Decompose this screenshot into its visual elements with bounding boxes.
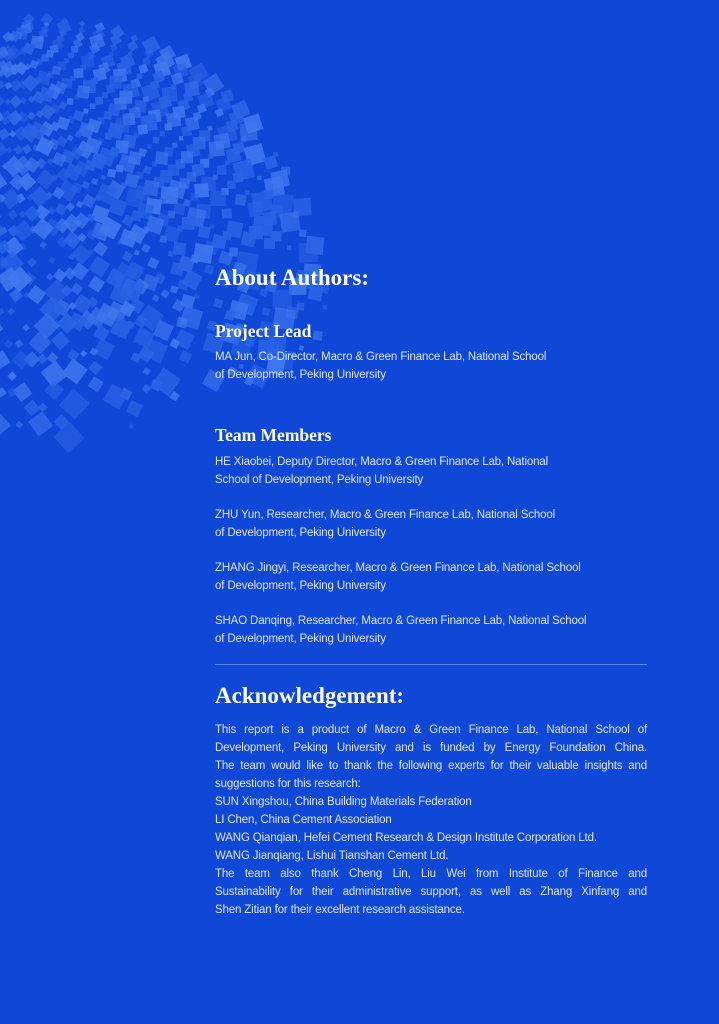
decorative-square	[12, 350, 31, 369]
team-member-line: School of Development, Peking University	[215, 474, 424, 486]
decorative-square	[234, 194, 246, 206]
decorative-square	[160, 235, 168, 243]
decorative-square	[23, 324, 30, 331]
decorative-square	[27, 285, 46, 304]
decorative-square	[182, 217, 195, 230]
decorative-square	[142, 57, 151, 66]
decorative-square	[80, 350, 87, 357]
decorative-square	[143, 367, 151, 375]
decorative-square	[105, 133, 112, 140]
decorative-square	[204, 264, 215, 275]
ack-line: Sustainability for their administrative support, as well as Zhang Xinfang and	[215, 886, 647, 898]
decorative-square	[323, 305, 327, 309]
decorative-square	[147, 257, 159, 269]
decorative-square	[172, 142, 178, 148]
ack-line: Development, Peking University and is funded by Energy Foundation China.	[215, 742, 647, 754]
decorative-square	[44, 380, 64, 400]
acknowledgement-body	[215, 721, 647, 919]
decorative-square	[116, 164, 124, 172]
team-member-entry	[215, 506, 555, 542]
decorative-square	[53, 422, 84, 453]
decorative-square	[225, 160, 230, 165]
project-lead-line: MA Jun, Co-Director, Macro & Green Finance Lab, National School	[215, 351, 547, 363]
decorative-square	[62, 359, 88, 385]
decorative-square	[79, 21, 85, 27]
decorative-square	[53, 269, 67, 283]
decorative-square	[71, 46, 78, 53]
ack-line: WANG Jianqiang, Lishui Tianshan Cement Ltd.	[215, 850, 449, 862]
decorative-square	[78, 27, 85, 34]
decorative-square	[0, 308, 5, 315]
decorative-square	[27, 257, 37, 267]
decorative-square	[208, 153, 214, 159]
decorative-square	[0, 350, 10, 370]
decorative-square	[207, 126, 212, 131]
decorative-square	[130, 34, 138, 42]
decorative-square	[0, 173, 7, 190]
decorative-square	[247, 201, 263, 217]
decorative-square	[55, 203, 68, 216]
decorative-square	[152, 294, 159, 301]
decorative-square	[197, 225, 211, 239]
decorative-square	[160, 131, 165, 136]
decorative-square	[216, 165, 226, 175]
decorative-square	[191, 193, 199, 201]
acknowledgement-title: Acknowledgement:	[215, 683, 405, 708]
decorative-square	[122, 251, 133, 262]
decorative-square	[0, 319, 3, 336]
decorative-square	[71, 283, 84, 296]
about-authors-title: About Authors:	[215, 265, 370, 290]
decorative-square	[0, 96, 5, 106]
decorative-square	[22, 144, 32, 154]
decorative-square	[128, 423, 134, 429]
decorative-square	[0, 412, 11, 438]
decorative-square	[15, 340, 24, 349]
decorative-square	[4, 98, 11, 105]
decorative-square	[164, 123, 172, 131]
ack-line: LI Chen, China Cement Association	[215, 814, 392, 826]
decorative-square	[51, 331, 70, 350]
decorative-square	[287, 245, 292, 250]
decorative-square	[181, 126, 192, 137]
decorative-square	[257, 176, 261, 180]
decorative-square	[9, 288, 23, 302]
decorative-square	[67, 135, 74, 142]
project-lead-line: of Development, Peking University	[215, 369, 386, 381]
project-lead-heading: Project Lead	[215, 321, 312, 341]
decorative-square	[227, 180, 236, 189]
decorative-square	[66, 202, 75, 211]
decorative-square	[173, 242, 187, 256]
decorative-square	[13, 145, 23, 155]
decorative-square	[126, 400, 143, 417]
decorative-square	[263, 155, 278, 170]
decorative-square	[0, 387, 7, 397]
decorative-square	[90, 103, 96, 109]
decorative-square	[127, 40, 138, 51]
team-member-line: HE Xiaobei, Deputy Director, Macro & Green Finance Lab, National	[215, 456, 549, 468]
decorative-square	[15, 421, 23, 429]
decorative-square	[8, 308, 15, 315]
team-member-entry	[215, 612, 586, 648]
decorative-square	[213, 298, 224, 309]
team-member-line: ZHU Yun, Researcher, Macro & Green Finance Lab, National School	[215, 509, 555, 521]
decorative-square	[19, 210, 27, 218]
decorative-square	[59, 389, 90, 420]
decorative-square	[141, 244, 151, 254]
decorative-square	[47, 158, 54, 165]
decorative-square	[88, 276, 105, 293]
decorative-square	[179, 136, 184, 141]
decorative-square	[95, 97, 103, 105]
decorative-square	[153, 137, 160, 144]
decorative-square	[168, 251, 174, 257]
decorative-square	[46, 273, 54, 281]
team-member-line: of Development, Peking University	[215, 633, 386, 645]
team-member-line: SHAO Danqing, Researcher, Macro & Green Finance Lab, National School	[215, 615, 587, 627]
decorative-square	[23, 292, 29, 298]
decorative-square	[245, 190, 250, 195]
decorative-square	[178, 279, 189, 290]
team-member-entry	[215, 559, 581, 595]
ack-line: This report is a product of Macro & Green Finance Lab, National School of	[215, 724, 647, 736]
decorative-square	[89, 256, 110, 277]
decorative-square	[74, 94, 80, 100]
decorative-square	[24, 206, 40, 222]
decorative-square	[7, 209, 17, 219]
decorative-square	[272, 290, 292, 310]
decorative-square	[241, 231, 257, 247]
team-member-line: ZHANG Jingyi, Researcher, Macro & Green Finance Lab, National School	[215, 562, 581, 574]
decorative-square	[143, 165, 152, 174]
decorative-square	[93, 338, 115, 360]
decorative-square	[179, 350, 192, 363]
decorative-square	[138, 64, 148, 74]
decorative-square	[264, 238, 275, 249]
ack-line: The team would like to thank the following experts for their valuable insights and	[215, 760, 647, 772]
decorative-square	[0, 142, 8, 158]
ack-line: Shen Zitian for their excellent research assistance.	[215, 904, 465, 916]
decorative-square	[93, 241, 108, 256]
decorative-square	[134, 250, 140, 256]
decorative-square	[0, 128, 10, 141]
decorative-square	[102, 92, 108, 98]
decorative-square	[298, 243, 318, 263]
decorative-square	[7, 371, 16, 380]
team-member-line: of Development, Peking University	[215, 580, 386, 592]
decorative-square	[147, 144, 152, 149]
decorative-square	[88, 361, 102, 375]
decorative-square	[9, 95, 22, 108]
decorative-square	[313, 330, 323, 340]
decorative-square	[49, 257, 55, 263]
decorative-square	[279, 211, 300, 232]
decorative-square	[170, 285, 179, 294]
decorative-square	[299, 229, 307, 237]
decorative-square	[72, 294, 93, 315]
ack-line: The team also thank Cheng Lin, Liu Wei from Institute of Finance and	[215, 868, 647, 880]
decorative-square	[0, 206, 1, 222]
team-members-heading: Team Members	[215, 425, 332, 445]
decorative-square	[76, 201, 83, 208]
decorative-square	[82, 194, 97, 209]
decorative-square	[142, 384, 151, 393]
decorative-square	[24, 400, 41, 417]
decorative-square	[38, 403, 47, 412]
decorative-square	[100, 174, 106, 180]
ack-line: suggestions for this research:	[215, 778, 361, 790]
section-divider	[215, 664, 647, 665]
decorative-square	[88, 376, 104, 392]
ack-line: SUN Xingshou, China Building Materials Federation	[215, 796, 472, 808]
decorative-square	[0, 80, 5, 89]
project-lead-entry	[215, 348, 546, 384]
team-member-entry	[215, 453, 548, 489]
decorative-square	[4, 339, 13, 348]
decorative-square	[160, 289, 170, 299]
team-member-line: of Development, Peking University	[215, 527, 386, 539]
decorative-square	[107, 169, 116, 178]
decorative-square	[262, 307, 271, 316]
decorative-square	[39, 241, 46, 248]
decorative-square	[152, 162, 157, 167]
decorative-square	[103, 384, 129, 410]
decorative-square	[36, 169, 56, 189]
decorative-square	[210, 191, 225, 206]
decorative-square	[68, 52, 75, 59]
decorative-square	[91, 178, 98, 185]
decorative-square	[103, 111, 112, 120]
decorative-square	[82, 181, 90, 189]
decorative-square	[222, 208, 233, 219]
decorative-square	[67, 98, 74, 105]
ack-line: WANG Qianqian, Hefei Cement Research & Design Institute Corporation Ltd.	[215, 832, 597, 844]
